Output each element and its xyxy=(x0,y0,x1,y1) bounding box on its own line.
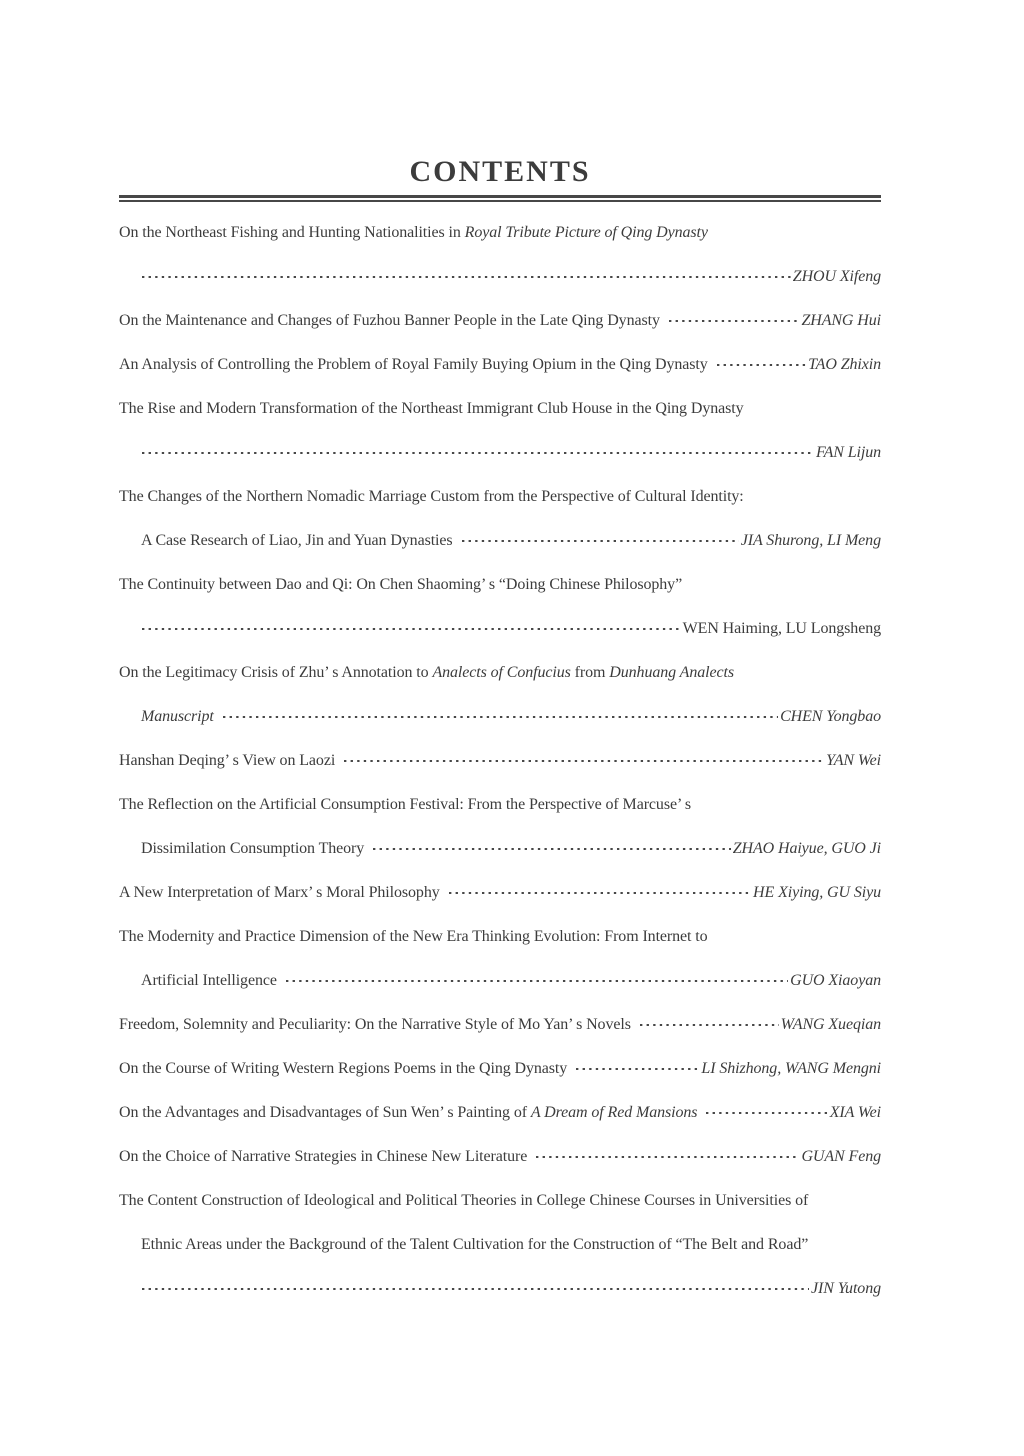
entry-title xyxy=(141,519,453,563)
entry-title xyxy=(119,739,335,783)
dot-leader xyxy=(576,1068,699,1073)
entry-title xyxy=(141,959,277,1003)
entry-title xyxy=(119,1135,527,1179)
entry-title-segment: On the Choice of Narrative Strategies in Chinese New Literature xyxy=(119,1148,528,1165)
toc-line xyxy=(119,607,881,651)
entry-title xyxy=(119,211,708,255)
entry-title-italic-segment: Royal Tribute Picture of Qing Dynasty xyxy=(464,224,708,241)
entry-title xyxy=(119,1179,808,1223)
dot-leader xyxy=(717,364,806,369)
entry-author: WANG Xueqian xyxy=(780,1016,881,1033)
toc-line xyxy=(119,299,881,343)
dot-leader xyxy=(142,628,681,633)
entry-title xyxy=(119,651,734,695)
entry-title-segment: The Modernity and Practice Dimension of the New Era Thinking Evolution: From Internet to xyxy=(119,928,708,945)
toc-line xyxy=(119,1135,881,1179)
entry-author: LI Shizhong, WANG Mengni xyxy=(701,1060,881,1077)
entry-title-segment: from xyxy=(570,664,610,681)
title-rule xyxy=(119,195,881,202)
dot-leader xyxy=(706,1112,827,1117)
entry-title xyxy=(141,695,214,739)
entry-title-segment: On the Maintenance and Changes of Fuzhou Banner People in the Late Qing Dynasty xyxy=(119,312,660,329)
toc-line xyxy=(119,695,881,739)
entry-title-italic-segment: Manuscript xyxy=(141,708,214,725)
entry-title xyxy=(119,299,660,343)
entry-title-segment: On the Course of Writing Western Regions Poems in the Qing Dynasty xyxy=(119,1060,568,1077)
entry-author: WEN Haiming, LU Longsheng xyxy=(682,620,881,637)
toc-line xyxy=(119,827,881,871)
entry-author: ZHAO Haiyue, GUO Ji xyxy=(732,840,881,857)
entry-title-italic-segment: Dunhuang Analects xyxy=(609,664,734,681)
entry-title xyxy=(119,1091,697,1135)
entry-author: CHEN Yongbao xyxy=(780,708,881,725)
toc-line xyxy=(119,343,881,387)
entry-author: FAN Lijun xyxy=(815,444,881,461)
entry-title-segment: The Continuity between Dao and Qi: On Chen Shaoming’ s “Doing Chinese Philosophy” xyxy=(119,576,683,593)
toc-line xyxy=(119,739,881,783)
toc-line xyxy=(119,1003,881,1047)
entry-title-segment: An Analysis of Controlling the Problem of Royal Family Buying Opium in the Qing Dynasty xyxy=(119,356,708,373)
entry-title-segment: A New Interpretation of Marx’ s Moral Philosophy xyxy=(119,884,440,901)
entry-author: JIN Yutong xyxy=(811,1280,881,1297)
entry-title-segment: The Changes of the Northern Nomadic Marriage Custom from the Perspective of Cultural Identity: xyxy=(119,488,744,505)
dot-leader xyxy=(536,1156,799,1161)
entry-title xyxy=(119,871,440,915)
dot-leader xyxy=(462,540,739,545)
toc-line xyxy=(119,1047,881,1091)
toc-line xyxy=(119,1179,881,1223)
toc-line xyxy=(119,211,881,255)
entry-title-segment: The Content Construction of Ideological and Political Theories in College Chinese Courses in Universities of xyxy=(119,1192,809,1209)
dot-leader xyxy=(344,760,824,765)
contents-page xyxy=(119,0,881,1311)
entry-title xyxy=(119,343,708,387)
entry-title xyxy=(119,563,682,607)
dot-leader xyxy=(640,1024,779,1029)
toc-line xyxy=(119,871,881,915)
entry-author: ZHOU Xifeng xyxy=(792,268,881,285)
toc-line xyxy=(119,959,881,1003)
entry-title xyxy=(119,915,708,959)
dot-leader xyxy=(142,1288,809,1293)
entry-author: GUAN Feng xyxy=(801,1148,881,1165)
toc-line xyxy=(119,387,881,431)
toc-line xyxy=(119,783,881,827)
entry-author: HE Xiying, GU Siyu xyxy=(753,884,881,901)
toc-line xyxy=(119,563,881,607)
entry-title-segment: Ethnic Areas under the Background of the Talent Cultivation for the Construction of “The Belt and Road” xyxy=(141,1236,809,1253)
entry-title-segment: On the Northeast Fishing and Hunting Nationalities in xyxy=(119,224,465,241)
toc-line xyxy=(119,1223,881,1267)
entry-title xyxy=(119,1047,567,1091)
entry-author: JIA Shurong, LI Meng xyxy=(740,532,881,549)
toc-line xyxy=(119,1091,881,1135)
entry-author: ZHANG Hui xyxy=(801,312,881,329)
entry-title-italic-segment: A Dream of Red Mansions xyxy=(530,1104,698,1121)
toc-line xyxy=(119,431,881,475)
toc-list xyxy=(119,211,881,1311)
dot-leader xyxy=(142,276,791,281)
entry-title xyxy=(119,1003,631,1047)
page-title: CONTENTS xyxy=(409,155,591,188)
entry-title xyxy=(119,475,744,519)
dot-leader xyxy=(223,716,778,721)
dot-leader xyxy=(449,892,751,897)
dot-leader xyxy=(669,320,800,325)
entry-title xyxy=(119,387,744,431)
entry-author: XIA Wei xyxy=(829,1104,881,1121)
toc-line xyxy=(119,651,881,695)
entry-title xyxy=(119,783,691,827)
entry-author: YAN Wei xyxy=(826,752,881,769)
toc-line xyxy=(119,1267,881,1311)
toc-line xyxy=(119,255,881,299)
entry-title-segment: Hanshan Deqing’ s View on Laozi xyxy=(119,752,336,769)
toc-line xyxy=(119,475,881,519)
entry-title-segment: A Case Research of Liao, Jin and Yuan Dynasties xyxy=(141,532,453,549)
entry-author: TAO Zhixin xyxy=(808,356,881,373)
dot-leader xyxy=(373,848,731,853)
entry-title-segment: The Reflection on the Artificial Consumption Festival: From the Perspective of Marcuse’ s xyxy=(119,796,692,813)
entry-author: GUO Xiaoyan xyxy=(790,972,881,989)
entry-title-segment: The Rise and Modern Transformation of the Northeast Immigrant Club House in the Qing Dynasty xyxy=(119,400,744,417)
toc-line xyxy=(119,519,881,563)
toc-line xyxy=(119,915,881,959)
entry-title xyxy=(141,1223,808,1267)
entry-title-segment: Dissimilation Consumption Theory xyxy=(141,840,365,857)
dot-leader xyxy=(142,452,814,457)
entry-title-italic-segment: Analects of Confucius xyxy=(432,664,571,681)
entry-title-segment: Artificial Intelligence xyxy=(141,972,277,989)
entry-title-segment: On the Advantages and Disadvantages of Sun Wen’ s Painting of xyxy=(119,1104,531,1121)
entry-title-segment: Freedom, Solemnity and Peculiarity: On the Narrative Style of Mo Yan’ s Novels xyxy=(119,1016,631,1033)
entry-title xyxy=(141,827,364,871)
entry-title-segment: On the Legitimacy Crisis of Zhu’ s Annotation to xyxy=(119,664,433,681)
dot-leader xyxy=(286,980,788,985)
